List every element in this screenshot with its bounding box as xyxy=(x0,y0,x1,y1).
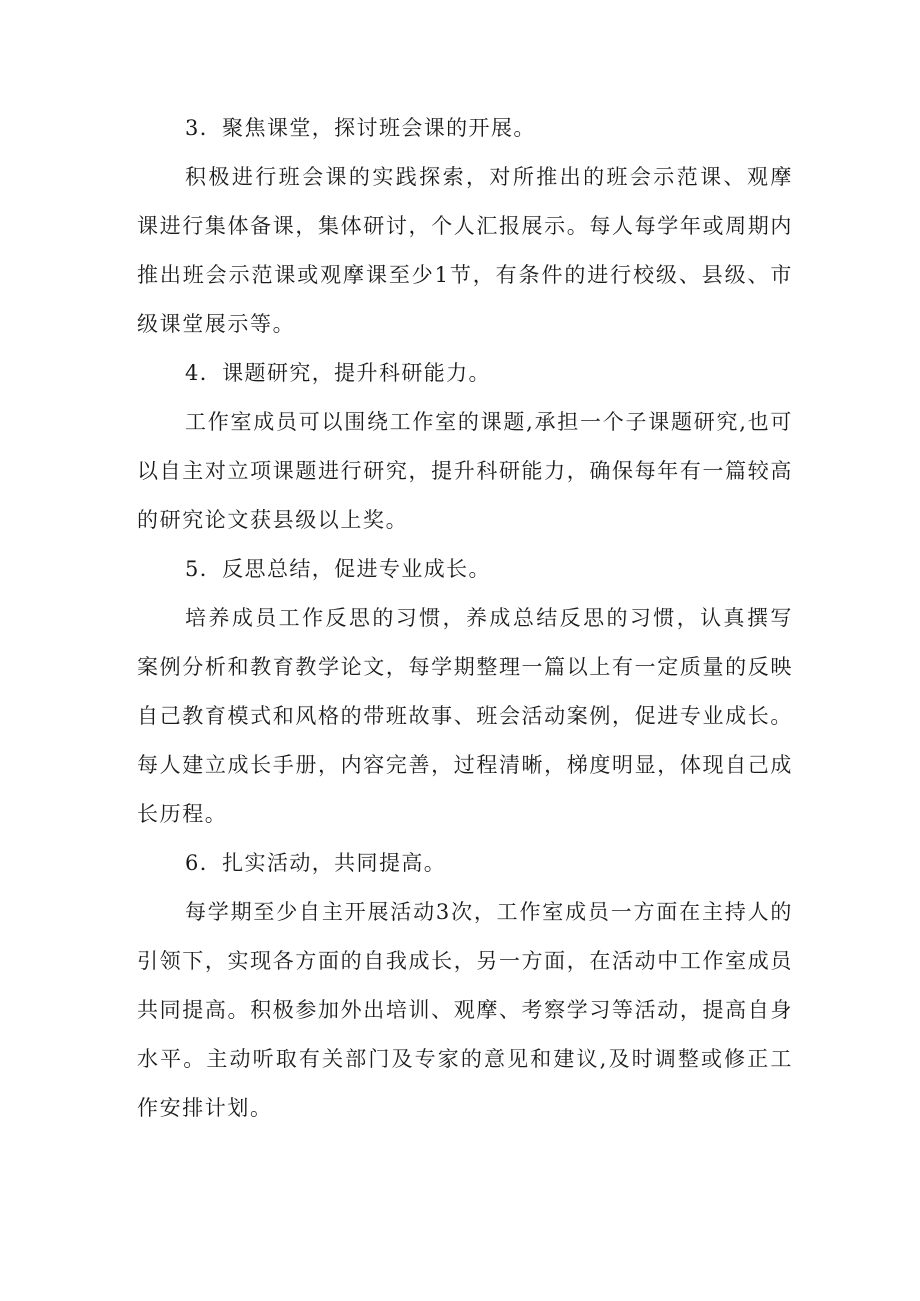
section-6-paragraph: 每学期至少自主开展活动3次，工作室成员一方面在主持人的引领下，实现各方面的自我成长，另一方面，在活动中工作室成员共同提高。积极参加外出培训、观摩、考察学习等活动，提高自身水平。主动听取有关部门及专家的意见和建议,及时调整或修正工作安排计划。 xyxy=(137,900,793,1120)
section-6-heading: 6．扎实活动，共同提高。 xyxy=(185,851,447,875)
section-5-heading: 5．反思总结，促进专业成长。 xyxy=(185,557,491,581)
section-4-paragraph: 工作室成员可以围绕工作室的课题,承担一个子课题研究,也可以自主对立项课题进行研究，提升科研能力，确保每年有一篇较高的研究论文获县级以上奖。 xyxy=(137,410,793,532)
section-3-paragraph: 积极进行班会课的实践探索，对所推出的班会示范课、观摩课进行集体备课，集体研讨，个人汇报展示。每人每学年或周期内推出班会示范课或观摩课至少1节，有条件的进行校级、县级、市级课堂展示等。 xyxy=(137,165,793,336)
document-body xyxy=(137,104,793,1133)
section-5-paragraph: 培养成员工作反思的习惯，养成总结反思的习惯，认真撰写案例分析和教育教学论文，每学期整理一篇以上有一定质量的反映自己教育模式和风格的带班故事、班会活动案例，促进专业成长。每人建立成长手册，内容完善，过程清晰，梯度明显，体现自己成长历程。 xyxy=(137,606,793,826)
section-4-heading: 4．课题研究，提升科研能力。 xyxy=(185,361,491,385)
section-3-heading: 3．聚焦课堂，探讨班会课的开展。 xyxy=(185,116,536,140)
